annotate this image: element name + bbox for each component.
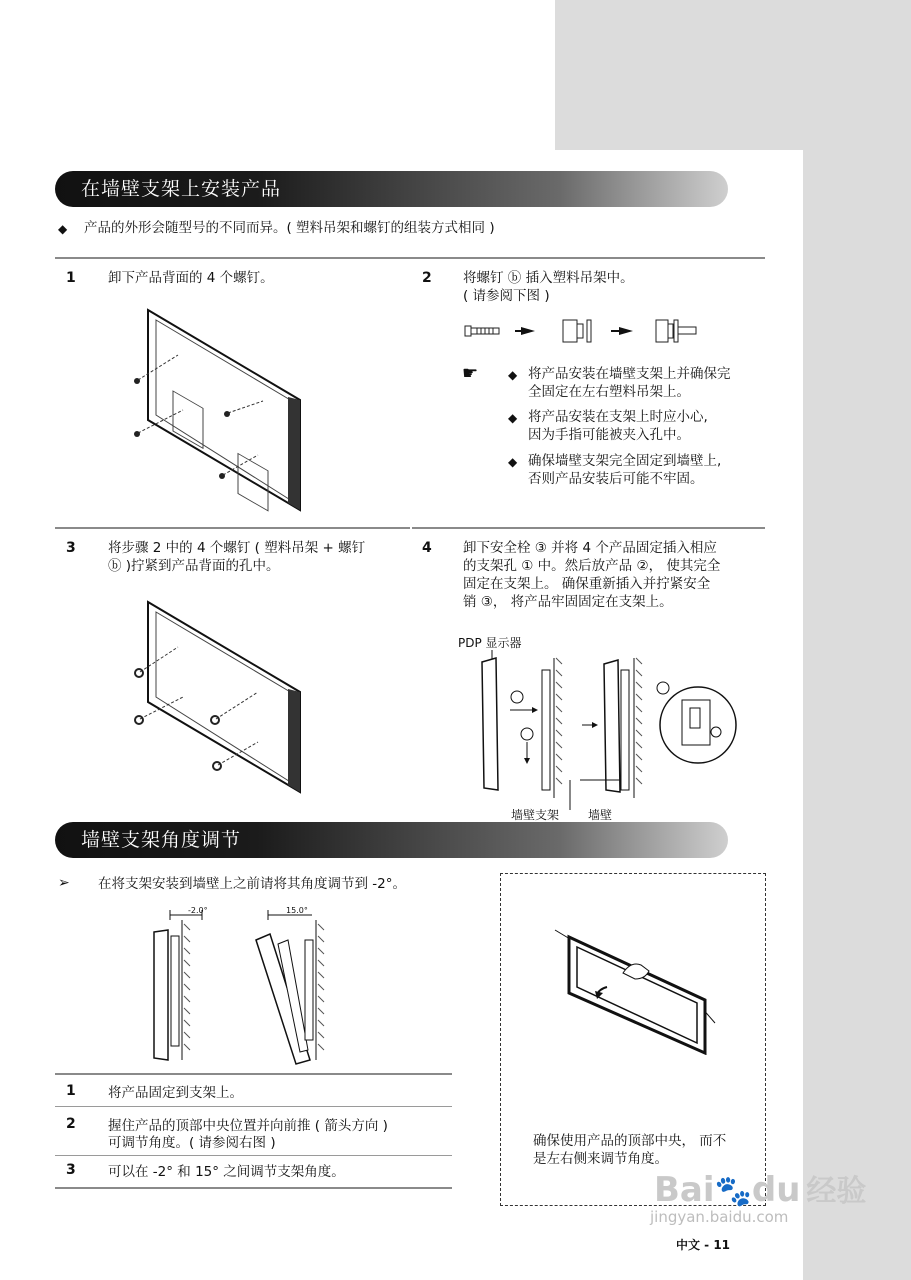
- watermark-logo: Bai🐾du 经验: [654, 1170, 867, 1210]
- step-4-line1: 卸下安全栓 ③ 并将 4 个产品固定插入相应: [463, 540, 717, 556]
- angle-step-1-number: 1: [66, 1083, 76, 1099]
- tv-back-screws-illustration: [128, 305, 308, 515]
- page-number: 中文 - 11: [676, 1238, 731, 1252]
- angle-step-3-text: 可以在 -2° 和 15° 之间调节支架角度。: [108, 1164, 345, 1180]
- step-4-number: 4: [422, 540, 432, 556]
- page-side-shade: [803, 150, 911, 1280]
- screw-hanger-sequence: [463, 312, 703, 348]
- wall-label: 墙壁: [588, 808, 613, 822]
- divider: [55, 1187, 452, 1189]
- bullet-diamond-icon: ◆: [508, 455, 518, 469]
- bullet-diamond-icon: ◆: [508, 411, 518, 425]
- page-corner-shade: [555, 0, 911, 150]
- step-4-line3: 固定在支架上。 确保重新插入并拧紧安全: [463, 576, 711, 592]
- bracket-mount-illustration: [470, 650, 740, 810]
- divider: [55, 257, 765, 259]
- divider: [55, 1106, 452, 1107]
- bullet-diamond-icon: ◆: [508, 368, 518, 382]
- tv-back-hangers-illustration: [128, 597, 308, 797]
- section2-note: 在将支架安装到墙壁上之前请将其角度调节到 -2°。: [98, 876, 407, 892]
- divider: [55, 527, 410, 529]
- step-1-text: 卸下产品背面的 4 个螺钉。: [108, 270, 274, 286]
- angle-step-2-line2: 可调节角度。( 请参阅右图 ): [108, 1135, 276, 1151]
- step-1-number: 1: [66, 270, 76, 286]
- step-4-line4: 销 ③， 将产品牢固固定在支架上。: [463, 594, 673, 610]
- section1-note: 产品的外形会随型号的不同而异。( 塑料吊架和螺钉的组装方式相同 ): [84, 220, 495, 236]
- section-title-angle: 墙壁支架角度调节: [55, 822, 728, 858]
- step-2-number: 2: [422, 270, 432, 286]
- caution-1-line2: 全固定在左右塑料吊架上。: [528, 384, 690, 400]
- pointing-hand-icon: ☛: [462, 363, 479, 384]
- divider: [412, 527, 765, 529]
- angle-step-1-text: 将产品固定到支架上。: [108, 1085, 243, 1101]
- caution-2-line1: 将产品安装在支架上时应小心,: [528, 409, 708, 425]
- step-3-number: 3: [66, 540, 76, 556]
- watermark-url: jingyan.baidu.com: [650, 1208, 789, 1226]
- divider: [55, 1155, 452, 1156]
- step-3-line1: 将步骤 2 中的 4 个螺钉 ( 塑料吊架 + 螺钉: [108, 540, 366, 556]
- angle-step-2-line1: 握住产品的顶部中央位置并向前推 ( 箭头方向 ): [108, 1118, 388, 1134]
- caution-3-line1: 确保墙壁支架完全固定到墙壁上,: [528, 453, 722, 469]
- angle-pos-label: 15.0°: [286, 906, 308, 915]
- step-3-line2: ⓑ )拧紧到产品背面的孔中。: [108, 558, 280, 574]
- caution-2-line2: 因为手指可能被夹入孔中。: [528, 427, 690, 443]
- box-note-line1: 确保使用产品的顶部中央， 而不: [533, 1133, 727, 1149]
- step-2-line2: ( 请参阅下图 ): [463, 288, 550, 304]
- step-4-line2: 的支架孔 ① 中。然后放产品 ②， 使其完全: [463, 558, 721, 574]
- wall-bracket-label: 墙壁支架: [511, 808, 560, 822]
- tv-tilt-hand-illustration: [545, 925, 720, 1055]
- angle-step-3-number: 3: [66, 1162, 76, 1178]
- pdp-display-label: PDP 显示器: [458, 636, 522, 650]
- angle-neg-label: -2.0°: [188, 906, 208, 915]
- caution-3-line2: 否则产品安装后可能不牢固。: [528, 471, 704, 487]
- box-note-line2: 是左右侧来调节角度。: [533, 1151, 668, 1167]
- bracket-angle-illustration: [150, 900, 340, 1065]
- section-title-install: 在墙壁支架上安装产品: [55, 171, 728, 207]
- divider: [55, 1073, 452, 1075]
- bullet-diamond-icon: ◆: [58, 222, 68, 236]
- angle-step-2-number: 2: [66, 1116, 76, 1132]
- step-2-line1: 将螺钉 ⓑ 插入塑料吊架中。: [463, 270, 634, 286]
- arrow-bullet-icon: ➢: [58, 875, 70, 891]
- caution-1-line1: 将产品安装在墙壁支架上并确保完: [528, 366, 731, 382]
